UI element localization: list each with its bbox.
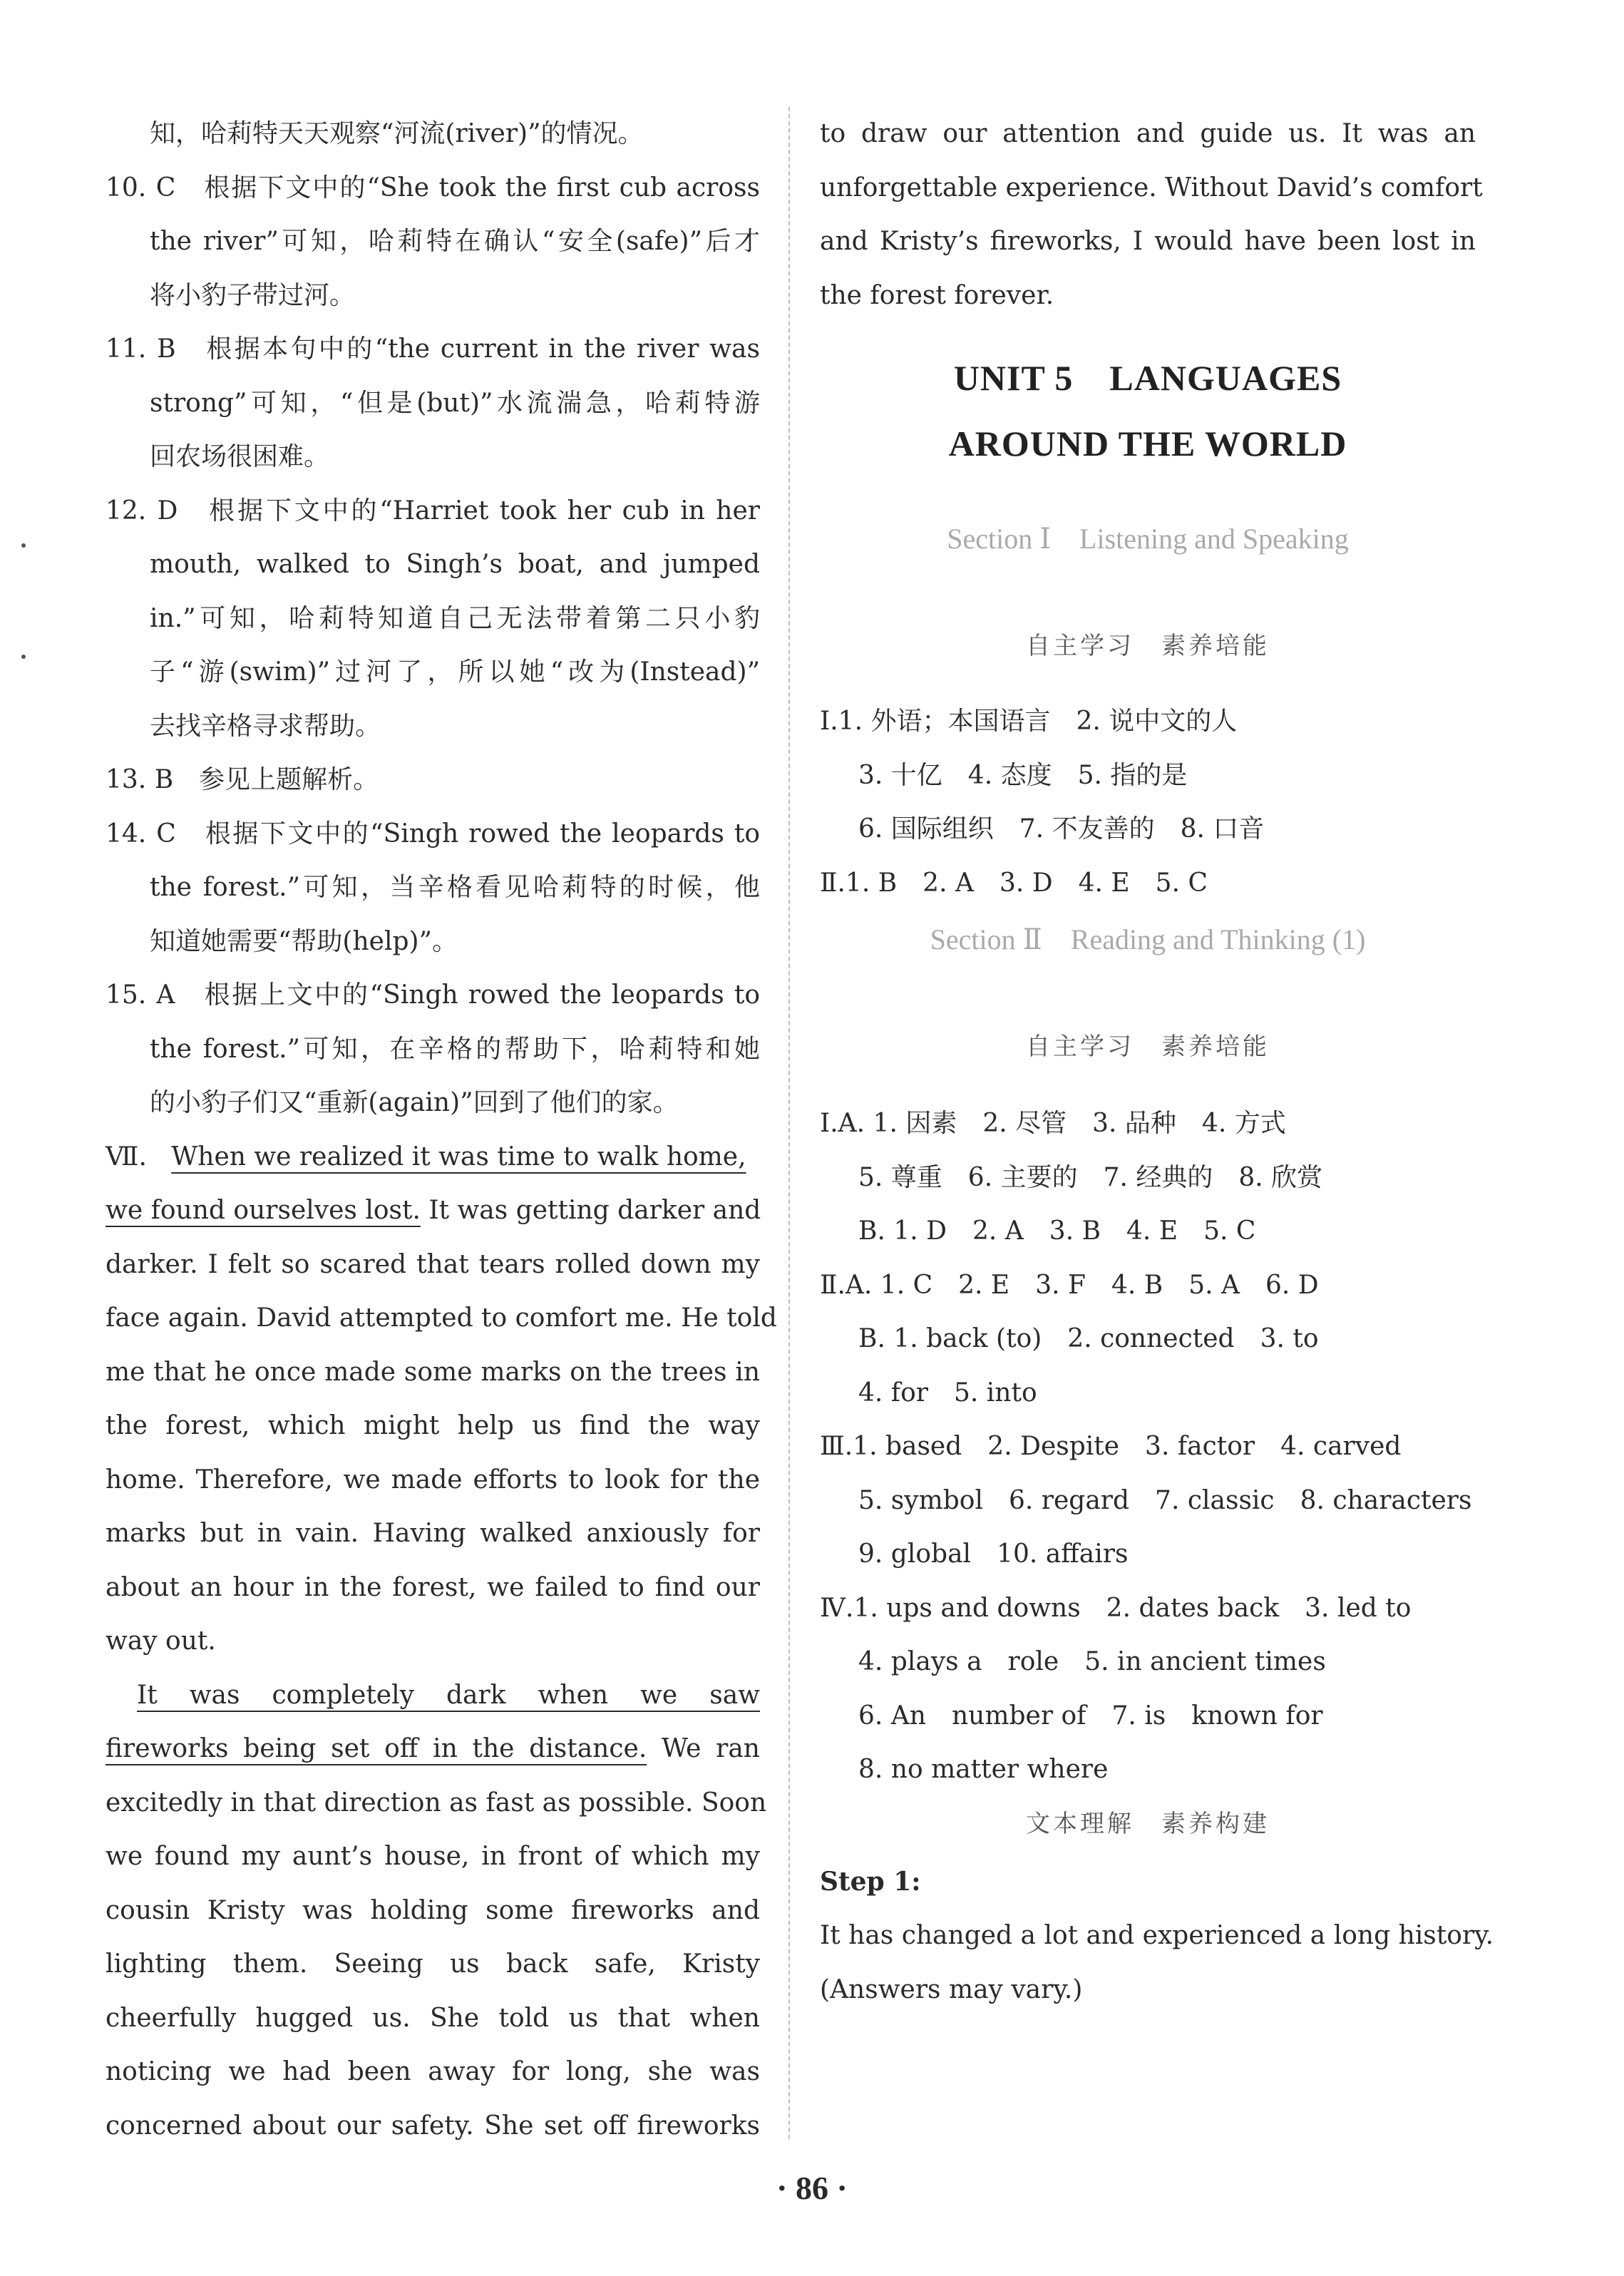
answer-item-15: 15. A 根据上文中的“Singh rowed the leopards to <box>106 980 760 1010</box>
essay-line: we found my aunt’s house, in front of which my <box>106 1842 760 1871</box>
page-number: · 86 · <box>776 2170 848 2206</box>
text-line: 知道她需要“帮助(help)”。 <box>150 926 458 956</box>
essay-line: excitedly in that direction as fast as possible. Soon <box>106 1788 767 1818</box>
essay-line <box>106 1668 760 1723</box>
column-divider <box>788 107 790 2139</box>
underlined-sentence: When we realized it was time to walk home, <box>171 1142 746 1172</box>
subsection-heading: 自主学习 素养培能 <box>1026 632 1270 660</box>
answer-line: 9. global 10. affairs <box>858 1539 1129 1569</box>
left-column <box>106 107 777 2153</box>
essay-first-line <box>106 1130 760 1184</box>
answer-line: B. 1. back (to) 2. connected 3. to <box>858 1324 1319 1353</box>
text-line: 知，哈莉特天天观察“河流(river)”的情况。 <box>150 119 644 148</box>
answer-line: 6. An number of 7. is known for <box>858 1701 1323 1731</box>
answer-line: Ⅱ.1. B 2. A 3. D 4. E 5. C <box>820 868 1208 898</box>
answer-item-13: 13. B 参见上题解析。 <box>106 765 379 794</box>
answer-line: 6. 国际组织 7. 不友善的 8. 口音 <box>858 814 1265 844</box>
text-line: 去找辛格寻求帮助。 <box>150 711 381 741</box>
answer-line: 5. 尊重 6. 主要的 7. 经典的 8. 欣赏 <box>858 1162 1323 1192</box>
section-heading: Section Ⅰ Listening and Speaking <box>947 523 1349 555</box>
text-line: mouth, walked to Singh’s boat, and jumped <box>150 550 760 579</box>
answer-item-10: 10. C 根据下文中的“She took the first cub across <box>106 173 760 203</box>
answer-line: Ⅲ.1. based 2. Despite 3. factor 4. carved <box>820 1432 1402 1461</box>
answer-item-11: 11. B 根据本句中的“the current in the river was <box>106 334 760 364</box>
margin-dot <box>21 543 26 548</box>
answer-line: 5. symbol 6. regard 7. classic 8. characters <box>858 1485 1472 1515</box>
essay-line: the forest forever. <box>820 280 1054 310</box>
answer-item-12: 12. D 根据下文中的“Harriet took her cub in her <box>106 496 760 526</box>
step-label: Step 1: <box>820 1866 921 1897</box>
answer-line: Ⅳ.1. ups and downs 2. dates back 3. led to <box>820 1593 1412 1623</box>
essay-line: marks but in vain. Having walked anxiously for <box>106 1519 760 1548</box>
answer-line: 8. no matter where <box>858 1755 1109 1784</box>
text-line: 将小豹子带过河。 <box>150 280 356 310</box>
answer-line: Ⅱ.A. 1. C 2. E 3. F 4. B 5. A 6. D <box>820 1270 1319 1300</box>
unit-title: AROUND THE WORLD <box>948 424 1347 463</box>
essay-line: me that he once made some marks on the trees in <box>106 1357 760 1387</box>
answer-line: Ⅰ.1. 外语；本国语言 2. 说中文的人 <box>820 707 1238 736</box>
text-line: strong”可知，“但是(but)”水流湍急，哈莉特游 <box>150 388 760 418</box>
essay-line: cheerfully hugged us. She told us that when <box>106 2003 760 2033</box>
essay-line: to draw our attention and guide us. It was an <box>820 119 1476 148</box>
essay-line: concerned about our safety. She set off fireworks <box>106 2111 760 2141</box>
subsection-heading: 自主学习 素养培能 <box>1026 1032 1270 1061</box>
subsection-heading: 文本理解 素养构建 <box>1026 1809 1270 1838</box>
answer-line: 4. for 5. into <box>858 1378 1037 1408</box>
underlined-sentence: It was completely dark when we saw <box>137 1680 760 1710</box>
essay-line: we found ourselves lost. It was getting darker and <box>106 1196 761 1225</box>
section-numeral: Ⅶ. <box>106 1142 147 1172</box>
essay-line: the forest, which might help us find the way <box>106 1411 760 1440</box>
section-heading: Section Ⅱ Reading and Thinking (1) <box>930 923 1366 955</box>
essay-line: home. Therefore, we made efforts to look for the <box>106 1465 760 1495</box>
essay-line: face again. David attempted to comfort me. He told <box>106 1303 777 1333</box>
unit-title: UNIT 5 LANGUAGES <box>953 358 1342 398</box>
underlined-sentence: we found ourselves lost. <box>106 1196 421 1225</box>
essay-line: lighting them. Seeing us back safe, Kristy <box>106 1949 760 1979</box>
underlined-sentence: fireworks being set off in the distance. <box>106 1734 647 1763</box>
text-line: the forest.”可知，在辛格的帮助下，哈莉特和她 <box>150 1034 760 1064</box>
essay-line: fireworks being set off in the distance. We ran <box>106 1734 760 1763</box>
text-line: 回农场很困难。 <box>150 442 330 471</box>
answer-line: 4. plays a role 5. in ancient times <box>858 1647 1326 1676</box>
answer-line: B. 1. D 2. A 3. B 4. E 5. C <box>858 1216 1256 1246</box>
text-line: 的小豹子们又“重新(again)”回到了他们的家。 <box>150 1088 679 1117</box>
essay-line: about an hour in the forest, we failed to find our <box>106 1572 760 1602</box>
answer-line: It has changed a lot and experienced a long history. <box>820 1921 1494 1950</box>
answer-line: Ⅰ.A. 1. 因素 2. 尽管 3. 品种 4. 方式 <box>820 1109 1286 1138</box>
essay-line: unforgettable experience. Without David’s comfort <box>820 173 1483 203</box>
essay-line: noticing we had been away for long, she was <box>106 2057 760 2086</box>
text-line: the river”可知，哈莉特在确认“安全(safe)”后才 <box>150 227 760 256</box>
answer-line: (Answers may vary.) <box>820 1974 1083 2004</box>
text-line: 子“游(swim)”过河了，所以她“改为(Instead)” <box>150 657 760 687</box>
essay-line: way out. <box>106 1626 216 1656</box>
essay-line: darker. I felt so scared that tears rolled down my <box>106 1249 760 1279</box>
text-line: in.”可知，哈莉特知道自己无法带着第二只小豹 <box>150 603 760 633</box>
answer-item-14: 14. C 根据下文中的“Singh rowed the leopards to <box>106 819 760 849</box>
right-column <box>820 107 1494 2016</box>
essay-line: and Kristy’s fireworks, I would have been lost in <box>820 227 1476 256</box>
margin-dot <box>21 655 26 659</box>
text-line: the forest.”可知，当辛格看见哈莉特的时候，他 <box>150 873 760 902</box>
essay-line: cousin Kristy was holding some fireworks and <box>106 1895 760 1925</box>
answer-line: 3. 十亿 4. 态度 5. 指的是 <box>858 760 1188 790</box>
